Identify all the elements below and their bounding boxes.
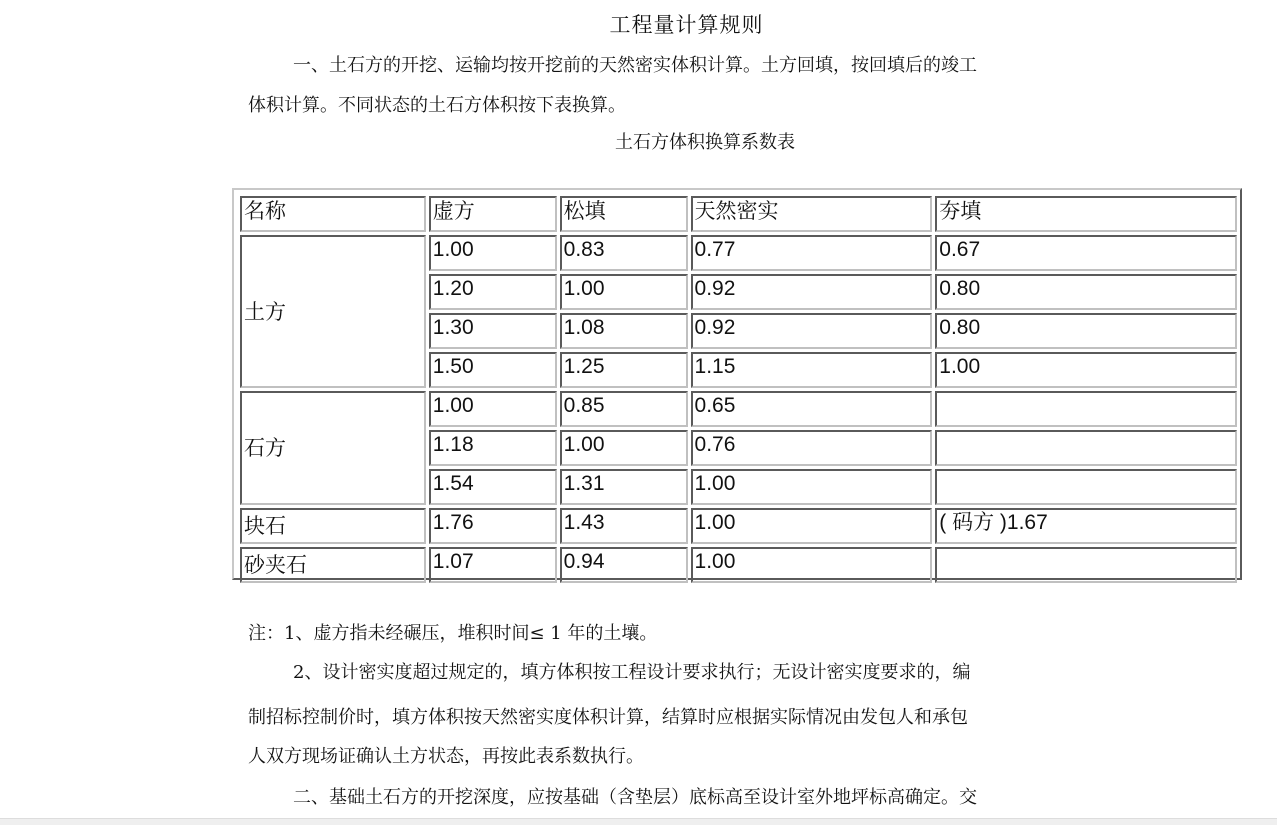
table-cell [935,430,1237,466]
table-cell: 0.65 [691,391,933,427]
note-2-line-2: 制招标控制价时，填方体积按天然密实度体积计算，结算时应根据实际情况由发包人和承包 [248,707,968,728]
table-cell: 1.30 [429,313,557,349]
table-cell: 0.94 [560,547,688,583]
table-cell: 1.20 [429,274,557,310]
table-cell: 0.77 [691,235,933,271]
table-row [240,547,1237,583]
row-group-name: 块石 [240,508,426,544]
paragraph-2-line-1: 二、基础土石方的开挖深度，应按基础（含垫层）底标高至设计室外地坪标高确定。交 [293,787,977,808]
table-cell: 1.15 [691,352,933,388]
conversion-table-frame [232,188,1242,580]
conversion-table [237,193,1240,586]
table-cell: 1.43 [560,508,688,544]
table-cell [935,547,1237,583]
table-row [240,508,1237,544]
table-cell: 0.76 [691,430,933,466]
table-cell: 0.92 [691,313,933,349]
table-cell: 1.00 [560,274,688,310]
table-cell: 1.07 [429,547,557,583]
paragraph-1-line-2: 体积计算。不同状态的土石方体积按下表换算。 [248,95,626,116]
table-cell [935,469,1237,505]
table-cell: 0.83 [560,235,688,271]
page-title: 工程量计算规则 [609,13,764,37]
paragraph-1-line-1: 一、土石方的开挖、运输均按开挖前的天然密实体积计算。土方回填，按回填后的竣工 [293,55,977,76]
table-cell: 0.80 [935,274,1237,310]
table-cell [935,391,1237,427]
table-header-cell: 松填 [560,196,688,232]
table-header-cell: 夯填 [935,196,1237,232]
row-group-name: 砂夹石 [240,547,426,583]
note-2-line-1: 2、设计密实度超过规定的，填方体积按工程设计要求执行；无设计密实度要求的，编 [293,662,971,683]
table-cell: 0.67 [935,235,1237,271]
note-2-line-3: 人双方现场证确认土方状态，再按此表系数执行。 [248,746,644,767]
table-cell: 1.76 [429,508,557,544]
table-cell: 1.18 [429,430,557,466]
table-cell: 1.00 [560,430,688,466]
table-cell: 1.25 [560,352,688,388]
table-row [240,391,1237,427]
table-title: 土石方体积换算系数表 [615,132,795,153]
table-cell: 1.50 [429,352,557,388]
table-header-row [240,196,1237,232]
table-cell: 1.00 [691,469,933,505]
table-header-cell: 虚方 [429,196,557,232]
note-1: 注：1、虚方指未经碾压，堆积时间≤ 1 年的土壤。 [248,623,658,644]
table-cell: 0.80 [935,313,1237,349]
row-group-name: 石方 [240,391,426,505]
row-group-name: 土方 [240,235,426,388]
table-cell: 1.31 [560,469,688,505]
table-cell: 1.00 [429,391,557,427]
table-cell: 1.00 [691,508,933,544]
table-cell: 1.08 [560,313,688,349]
table-cell: 0.85 [560,391,688,427]
table-cell: ( 码方 )1.67 [935,508,1237,544]
table-cell: 0.92 [691,274,933,310]
table-header-cell: 名称 [240,196,426,232]
table-cell: 1.00 [935,352,1237,388]
table-cell: 1.00 [429,235,557,271]
table-cell: 1.00 [691,547,933,583]
table-cell: 1.54 [429,469,557,505]
table-header-cell: 天然密实 [691,196,933,232]
table-row [240,235,1237,271]
